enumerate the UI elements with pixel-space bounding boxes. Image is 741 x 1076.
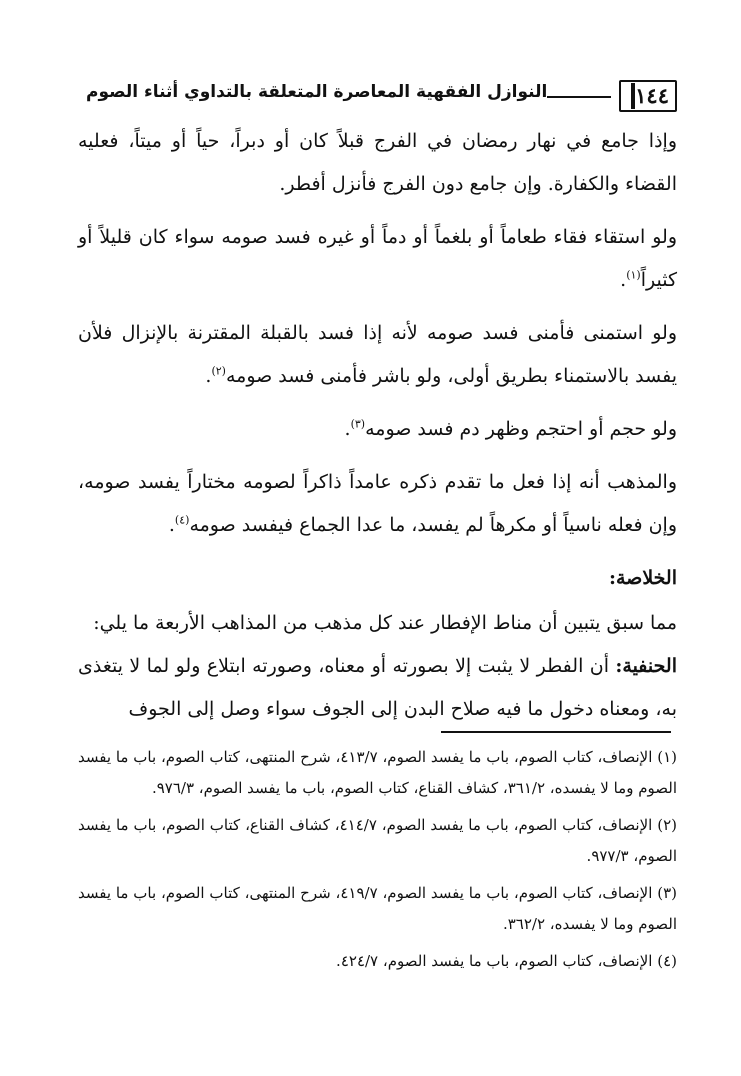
paragraph-text: ولو استمنى فأمنى فسد صومه لأنه إذا فسد بالقبلة المقترنة بالإنزال فلأن يفسد بالاستمناء بطريق أولى، ولو باشر فأمنى فسد صومه — [78, 322, 677, 387]
footnote-ref: (٢) — [211, 364, 226, 378]
summary-heading: الخلاصة: — [608, 567, 677, 589]
header-title: النوازل الفقهية المعاصرة المتعلقة بالتداوي أثناء الصوم — [86, 82, 548, 102]
paragraph — [78, 120, 677, 206]
page-number-box — [619, 80, 677, 112]
summary-intro: مما سبق يتبين أن مناط الإفطار عند كل مذهب من المذاهب الأربعة ما يلي: — [93, 612, 677, 634]
footnote-ref: (٤) — [174, 513, 190, 527]
footnote: (٢) الإنصاف، كتاب الصوم، باب ما يفسد الصوم، ٤١٤/٧، كشاف القناع، كتاب الصوم، باب ما يفسد الصوم، ٩٧٧/٣. — [78, 816, 677, 865]
footnotes — [78, 742, 677, 983]
running-header — [86, 80, 677, 114]
footnote-ref: (٣) — [350, 417, 366, 431]
footnote-ref: (١) — [626, 268, 641, 282]
paragraph: ولو حجم أو احتجم وظهر دم فسد صومه$^{(٣)}$. — [344, 417, 677, 440]
footnote: (٤) الإنصاف، كتاب الصوم، باب ما يفسد الصوم، ٤٢٤/٧. — [336, 952, 677, 970]
hanafi-paragraph — [78, 645, 677, 731]
body-text — [78, 120, 677, 731]
hanafi-text: أن الفطر لا يثبت إلا بصورته أو معناه، وصورته ابتلاع ولو لما لا يتغذى به، ومعناه دخول ما فيه صلاح البدن إلى الجوف سواء وصل إلى الجوف — [78, 655, 677, 720]
footnote: (١) الإنصاف، كتاب الصوم، باب ما يفسد الصوم، ٤١٣/٧، شرح المنتهى، كتاب الصوم، باب ما يفسد الصوم وما لا يفسده، ٣٦١/٢، كشاف القناع، كتاب الصوم، باب ما يفسد الصوم، ٩٧٦/٣. — [78, 748, 677, 797]
paragraph: ولو استقاء فقاء طعاماً أو بلغماً أو دماً أو غيره فسد صومه سواء كان قليلاً أو كثيراً$^{(١)}$. — [78, 226, 677, 291]
paragraph-text: ولو استقاء فقاء طعاماً أو بلغماً أو دماً أو غيره فسد صومه سواء كان قليلاً أو كثيراً — [78, 226, 677, 291]
hanafi-label: الحنفية: — [615, 655, 677, 677]
page-number-bar — [631, 83, 635, 109]
footnote: (٣) الإنصاف، كتاب الصوم، باب ما يفسد الصوم، ٤١٩/٧، شرح المنتهى، كتاب الصوم، باب ما يفسد الصوم وما لا يفسده، ٣٦٢/٢. — [78, 884, 677, 933]
paragraph-text: ولو حجم أو احتجم وظهر دم فسد صومه — [365, 418, 677, 440]
page-number: ١٤٤ — [635, 83, 669, 108]
paragraph: ولو استمنى فأمنى فسد صومه لأنه إذا فسد بالقبلة المقترنة بالإنزال فلأن يفسد بالاستمناء بطريق أولى، ولو باشر فأمنى فسد صومه$^{(٢)}$. — [78, 322, 677, 387]
header-rule — [547, 96, 611, 98]
footnote-rule — [441, 731, 671, 733]
paragraph-text: والمذهب أنه إذا فعل ما تقدم ذكره عامداً ذاكراً لصومه مختاراً يفسد صومه، وإن فعله ناسياً أو مكرهاً لم يفسد، ما عدا الجماع فيفسد صومه — [78, 471, 677, 536]
paragraph: والمذهب أنه إذا فعل ما تقدم ذكره عامداً ذاكراً لصومه مختاراً يفسد صومه، وإن فعله ناسياً أو مكرهاً لم يفسد، ما عدا الجماع فيفسد صومه$^{(٤)}$. — [78, 471, 677, 536]
paragraph-text: وإذا جامع في نهار رمضان في الفرج قبلاً كان أو دبراً، حياً أو ميتاً، فعليه القضاء والكفارة. وإن جامع دون الفرج فأنزل أفطر. — [78, 130, 677, 195]
